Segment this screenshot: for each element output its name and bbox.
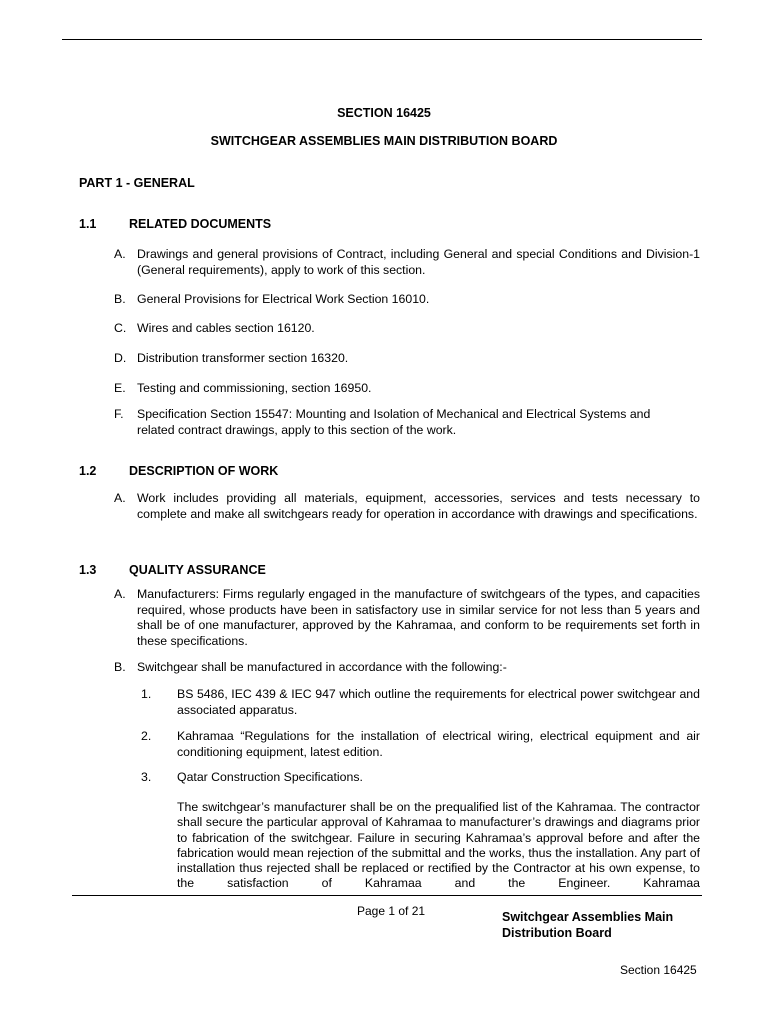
footer-document-title: Switchgear Assemblies Main Distribution Board: [502, 910, 674, 940]
list-item-text: Drawings and general provisions of Contract, including General and special Conditions and Division-1 (General requirements), apply to work of this section.: [137, 247, 700, 277]
list-marker: C.: [114, 321, 127, 335]
footer-rule: [72, 895, 702, 896]
list-item-text: Switchgear shall be manufactured in accordance with the following:-: [137, 660, 507, 674]
list-marker: F.: [114, 407, 124, 421]
list-marker: D.: [114, 351, 127, 365]
section-number-1-2: 1.2: [79, 464, 97, 478]
section-heading-related-documents: RELATED DOCUMENTS: [129, 217, 272, 231]
list-marker: A.: [114, 587, 126, 601]
document-title: SWITCHGEAR ASSEMBLIES MAIN DISTRIBUTION BOARD: [210, 134, 558, 148]
list-marker: B.: [114, 660, 126, 674]
sublist-marker: 1.: [141, 687, 152, 701]
section-number-1-1: 1.1: [79, 217, 97, 231]
list-marker: E.: [114, 381, 126, 395]
approval-paragraph: The switchgear’s manufacturer shall be on the prequalified list of the Kahramaa. The contractor shall secure the particular approval of Kahramaa to manufacturer’s drawings and diagrams prior to fabrication of the switchgear. Failure in securing Kahramaa’s approval before and after the fabrication would mean rejection of the submittal and the works, thus the installation. Any part of installation thus rejected shall be replaced or rectified by the Contractor at his own expense, to the satisfaction of Kahramaa and the Engineer. Kahramaa: [177, 800, 700, 891]
sublist-marker: 2.: [141, 729, 152, 743]
list-item-text: Manufacturers: Firms regularly engaged in the manufacture of switchgears of the types, and capacities required, whose products have been in satisfactory use in similar service for not less than 5 years and shall be of one manufacturer, approved by the Kahramaa, and conform to be requirements set forth in these specifications.: [137, 587, 700, 648]
list-item-text: Testing and commissioning, section 16950.: [137, 381, 372, 395]
section-number-1-3: 1.3: [79, 563, 97, 577]
header-rule: [62, 39, 702, 40]
list-marker: A.: [114, 491, 126, 505]
section-heading-quality-assurance: QUALITY ASSURANCE: [129, 563, 266, 577]
part-heading: PART 1 - GENERAL: [79, 176, 195, 190]
sublist-marker: 3.: [141, 770, 152, 784]
list-marker: A.: [114, 247, 126, 261]
list-item-text: Distribution transformer section 16320.: [137, 351, 349, 365]
list-item-text: General Provisions for Electrical Work Section 16010.: [137, 292, 430, 306]
section-heading-description-of-work: DESCRIPTION OF WORK: [129, 464, 279, 478]
list-item-text: Work includes providing all materials, equipment, accessories, services and tests necessary to complete and make all switchgears ready for operation in accordance with drawings and specifications.: [137, 491, 700, 521]
list-item-text: Wires and cables section 16120.: [137, 321, 315, 335]
page-number: Page 1 of 21: [357, 904, 426, 918]
sublist-item-text: Kahramaa “Regulations for the installation of electrical wiring, electrical equipment and air conditioning equipment, latest edition.: [177, 729, 700, 759]
footer-section-number: Section 16425: [620, 963, 697, 977]
section-number: SECTION 16425: [337, 106, 431, 120]
sublist-item-text: Qatar Construction Specifications.: [177, 770, 363, 784]
list-marker: B.: [114, 292, 126, 306]
list-item-text: Specification Section 15547: Mounting and Isolation of Mechanical and Electrical Systems and related contract drawings, apply to this section of the work.: [137, 407, 651, 437]
sublist-item-text: BS 5486, IEC 439 & IEC 947 which outline the requirements for electrical power switchgear and associated apparatus.: [177, 687, 700, 717]
